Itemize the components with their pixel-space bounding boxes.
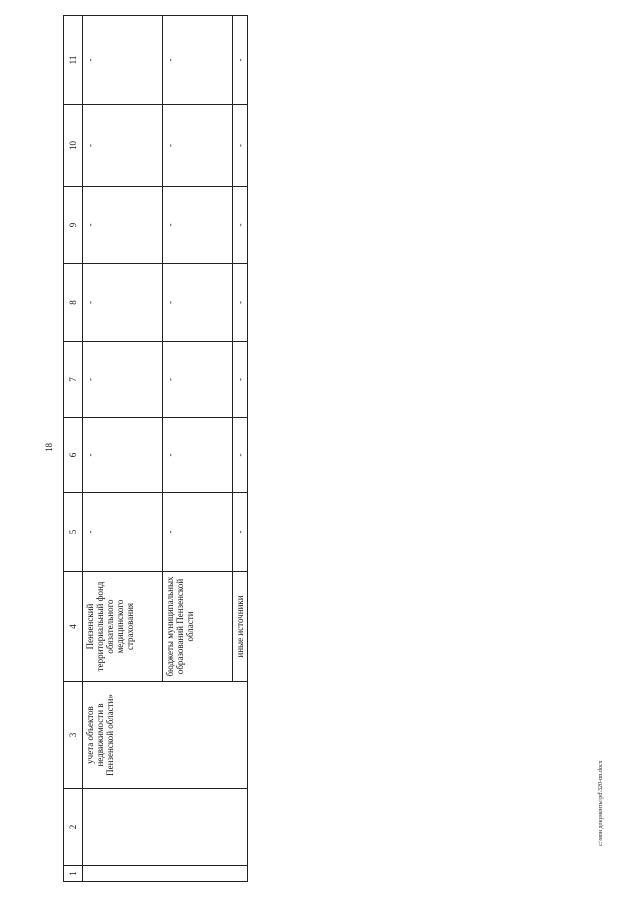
budget-table xyxy=(63,15,248,882)
col3-cell: учета объектов недвижимости в Пензенской области» xyxy=(83,682,248,789)
value-cell: - xyxy=(83,342,163,418)
rotated-table-container xyxy=(63,16,243,882)
value-cell: - xyxy=(233,493,248,572)
value-cell: - xyxy=(233,418,248,493)
value-cell: - xyxy=(163,187,233,264)
source-cell: Пензенский территориальный фонд обязательного медицинского страхования xyxy=(83,572,163,682)
value-cell: - xyxy=(83,187,163,264)
value-cell: - xyxy=(163,264,233,342)
value-cell: - xyxy=(233,264,248,342)
footer-file-path: c:\мои документы\pd\320-пп.docx xyxy=(598,760,604,846)
value-cell: - xyxy=(163,16,233,105)
value-cell: - xyxy=(233,342,248,418)
value-cell: - xyxy=(83,264,163,342)
value-cell: - xyxy=(163,493,233,572)
header-row xyxy=(64,16,83,882)
page-number: 18 xyxy=(44,443,54,452)
header-cell: 11 xyxy=(64,16,83,105)
table-row xyxy=(83,16,163,882)
col2-cell xyxy=(83,789,248,866)
value-cell: - xyxy=(83,493,163,572)
value-cell: - xyxy=(83,105,163,187)
col1-cell xyxy=(83,866,248,882)
value-cell: - xyxy=(233,187,248,264)
header-cell: 6 xyxy=(64,418,83,493)
value-cell: - xyxy=(233,16,248,105)
header-cell: 3 xyxy=(64,682,83,789)
value-cell: - xyxy=(83,418,163,493)
header-cell: 10 xyxy=(64,105,83,187)
header-cell: 8 xyxy=(64,264,83,342)
source-cell: бюджеты муниципальных образований Пензенской области xyxy=(163,572,233,682)
value-cell: - xyxy=(163,105,233,187)
header-cell: 5 xyxy=(64,493,83,572)
value-cell: - xyxy=(233,105,248,187)
value-cell: - xyxy=(163,418,233,493)
header-cell: 7 xyxy=(64,342,83,418)
value-cell: - xyxy=(163,342,233,418)
value-cell: - xyxy=(83,16,163,105)
header-cell: 1 xyxy=(64,866,83,882)
source-cell: иные источники xyxy=(233,572,248,682)
header-cell: 4 xyxy=(64,572,83,682)
header-cell: 9 xyxy=(64,187,83,264)
header-cell: 2 xyxy=(64,789,83,866)
